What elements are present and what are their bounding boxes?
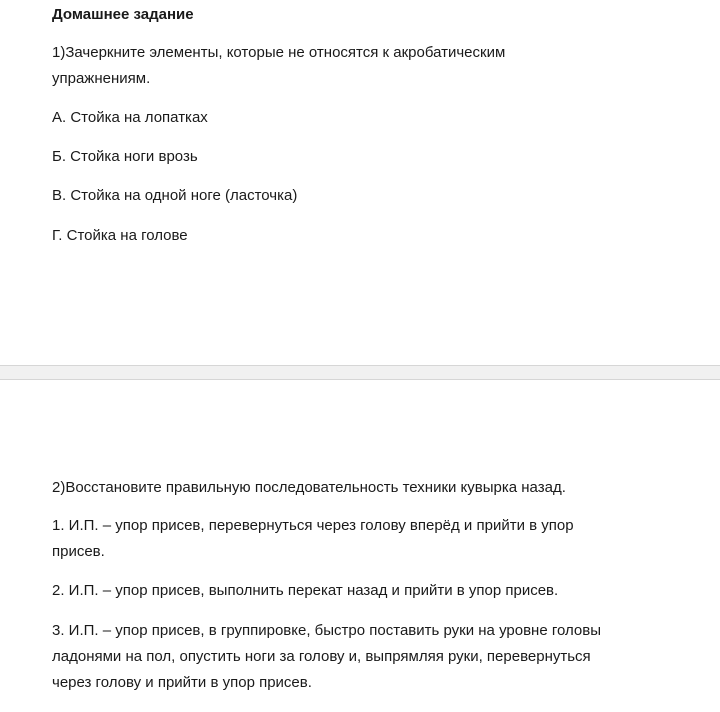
task2-item-2: 2. И.П. – упор присев, выполнить перекат назад и прийти в упор присев. (52, 582, 559, 599)
task2-item-3-line-1: 3. И.П. – упор присев, в группировке, быстро поставить руки на уровне головы (52, 622, 602, 639)
document-page-2 (0, 380, 720, 712)
task2-item-1-line-2: присев. (52, 543, 105, 560)
task1-question-line-1: 1)Зачеркните элементы, которые не относятся к акробатическим (52, 44, 506, 61)
task1-option-c: В. Стойка на одной ноге (ласточка) (52, 187, 298, 204)
task2-item-1-line-1: 1. И.П. – упор присев, перевернуться через голову вперёд и прийти в упор (52, 517, 574, 534)
page-separator (0, 365, 720, 380)
task2-item-3-line-2: ладонями на пол, опустить ноги за голову и, выпрямляя руки, перевернуться (52, 648, 591, 665)
task1-option-d: Г. Стойка на голове (52, 227, 188, 244)
task2-item-3-line-3: через голову и прийти в упор присев. (52, 674, 312, 691)
homework-heading: Домашнее задание (52, 6, 194, 23)
task1-question-line-2: упражнениям. (52, 70, 151, 87)
task2-title: 2)Восстановите правильную последовательность техники кувырка назад. (52, 479, 566, 496)
task1-option-a: А. Стойка на лопатках (52, 109, 208, 126)
task1-option-b: Б. Стойка ноги врозь (52, 148, 198, 165)
